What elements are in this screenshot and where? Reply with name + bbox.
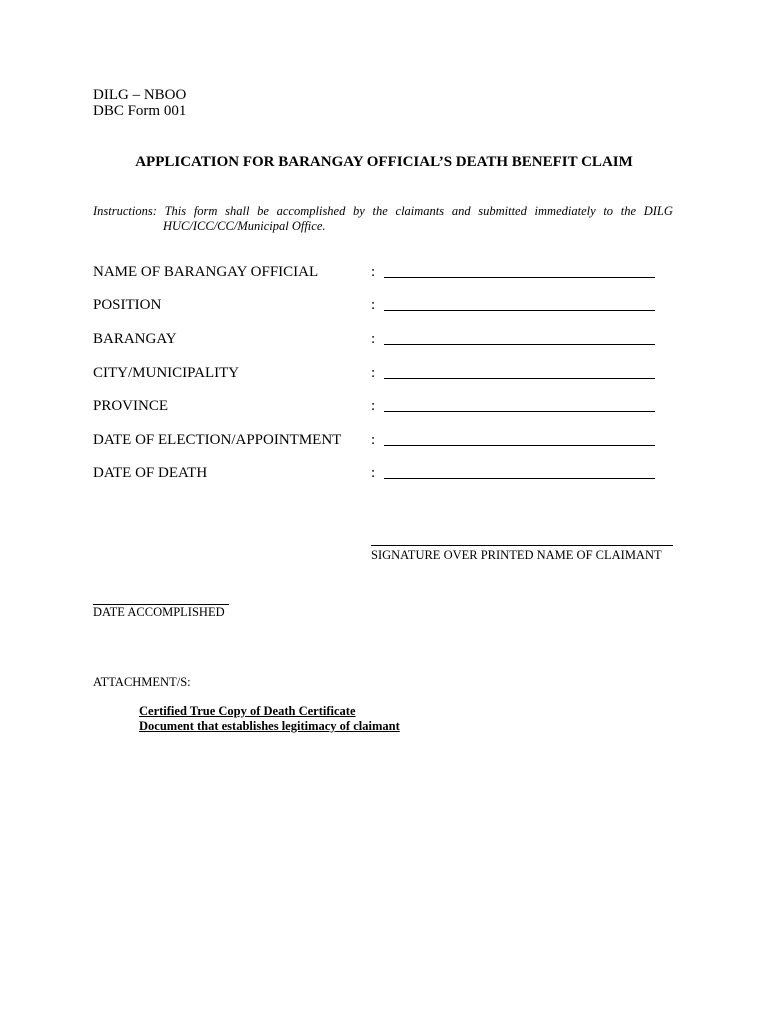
field-colon: :	[371, 297, 376, 313]
field-colon: :	[371, 264, 376, 280]
field-label: POSITION	[93, 297, 162, 313]
attachments-list	[139, 704, 400, 733]
instructions-word: by	[353, 204, 365, 218]
field-blank-line[interactable]	[384, 411, 655, 412]
field-date-of-election-appointment	[93, 430, 673, 450]
field-blank-line[interactable]	[384, 378, 655, 379]
field-colon: :	[371, 465, 376, 481]
field-label: DATE OF DEATH	[93, 465, 208, 481]
field-barangay	[93, 329, 673, 349]
field-label: DATE OF ELECTION/APPOINTMENT	[93, 432, 342, 448]
instructions-word: the	[372, 204, 388, 218]
instructions-word: shall	[225, 204, 250, 218]
signature-line[interactable]	[371, 545, 673, 546]
field-label: NAME OF BARANGAY OFFICIAL	[93, 264, 319, 280]
field-position	[93, 295, 673, 315]
field-colon: :	[371, 365, 376, 381]
instructions-word: accomplished	[276, 204, 346, 218]
instructions-word: be	[257, 204, 269, 218]
field-blank-line[interactable]	[384, 445, 655, 446]
field-city-municipality	[93, 363, 673, 383]
field-colon: :	[371, 398, 376, 414]
field-label: CITY/MUNICIPALITY	[93, 365, 240, 381]
field-blank-line[interactable]	[384, 344, 655, 345]
field-blank-line[interactable]	[384, 277, 655, 278]
field-colon: :	[371, 432, 376, 448]
instructions-line-1	[93, 204, 673, 219]
field-blank-line[interactable]	[384, 310, 655, 311]
instructions-word: immediately	[534, 204, 596, 218]
field-name-of-barangay-official	[93, 262, 673, 282]
field-colon: :	[371, 331, 376, 347]
field-label: PROVINCE	[93, 398, 169, 414]
field-date-of-death	[93, 463, 673, 483]
instructions-word: This	[164, 204, 187, 218]
header-form-number: DBC Form 001	[93, 103, 187, 119]
instructions-word: to	[603, 204, 614, 218]
instructions-word: form	[193, 204, 218, 218]
attachment-item: Document that establishes legitimacy of claimant	[139, 718, 400, 733]
instructions-word: Instructions:	[93, 204, 157, 218]
instructions-word: claimants	[395, 204, 445, 218]
attachment-item: Certified True Copy of Death Certificate	[139, 704, 356, 718]
header-agency: DILG – NBOO	[93, 87, 187, 103]
instructions-word: and	[451, 204, 471, 218]
instructions-word: submitted	[478, 204, 527, 218]
attachments-heading: ATTACHMENT/S:	[93, 675, 191, 689]
instructions-word: DILG	[643, 204, 673, 218]
date-accomplished-label: DATE ACCOMPLISHED	[93, 605, 225, 619]
instructions-word: the	[620, 204, 637, 218]
signature-label: SIGNATURE OVER PRINTED NAME OF CLAIMANT	[371, 548, 662, 562]
instructions-line-2: HUC/ICC/CC/Municipal Office.	[163, 219, 326, 233]
field-label: BARANGAY	[93, 331, 177, 347]
field-blank-line[interactable]	[384, 478, 655, 479]
instructions	[93, 204, 673, 234]
form-title: APPLICATION FOR BARANGAY OFFICIAL’S DEATH BENEFIT CLAIM	[135, 154, 633, 170]
field-province	[93, 396, 673, 416]
